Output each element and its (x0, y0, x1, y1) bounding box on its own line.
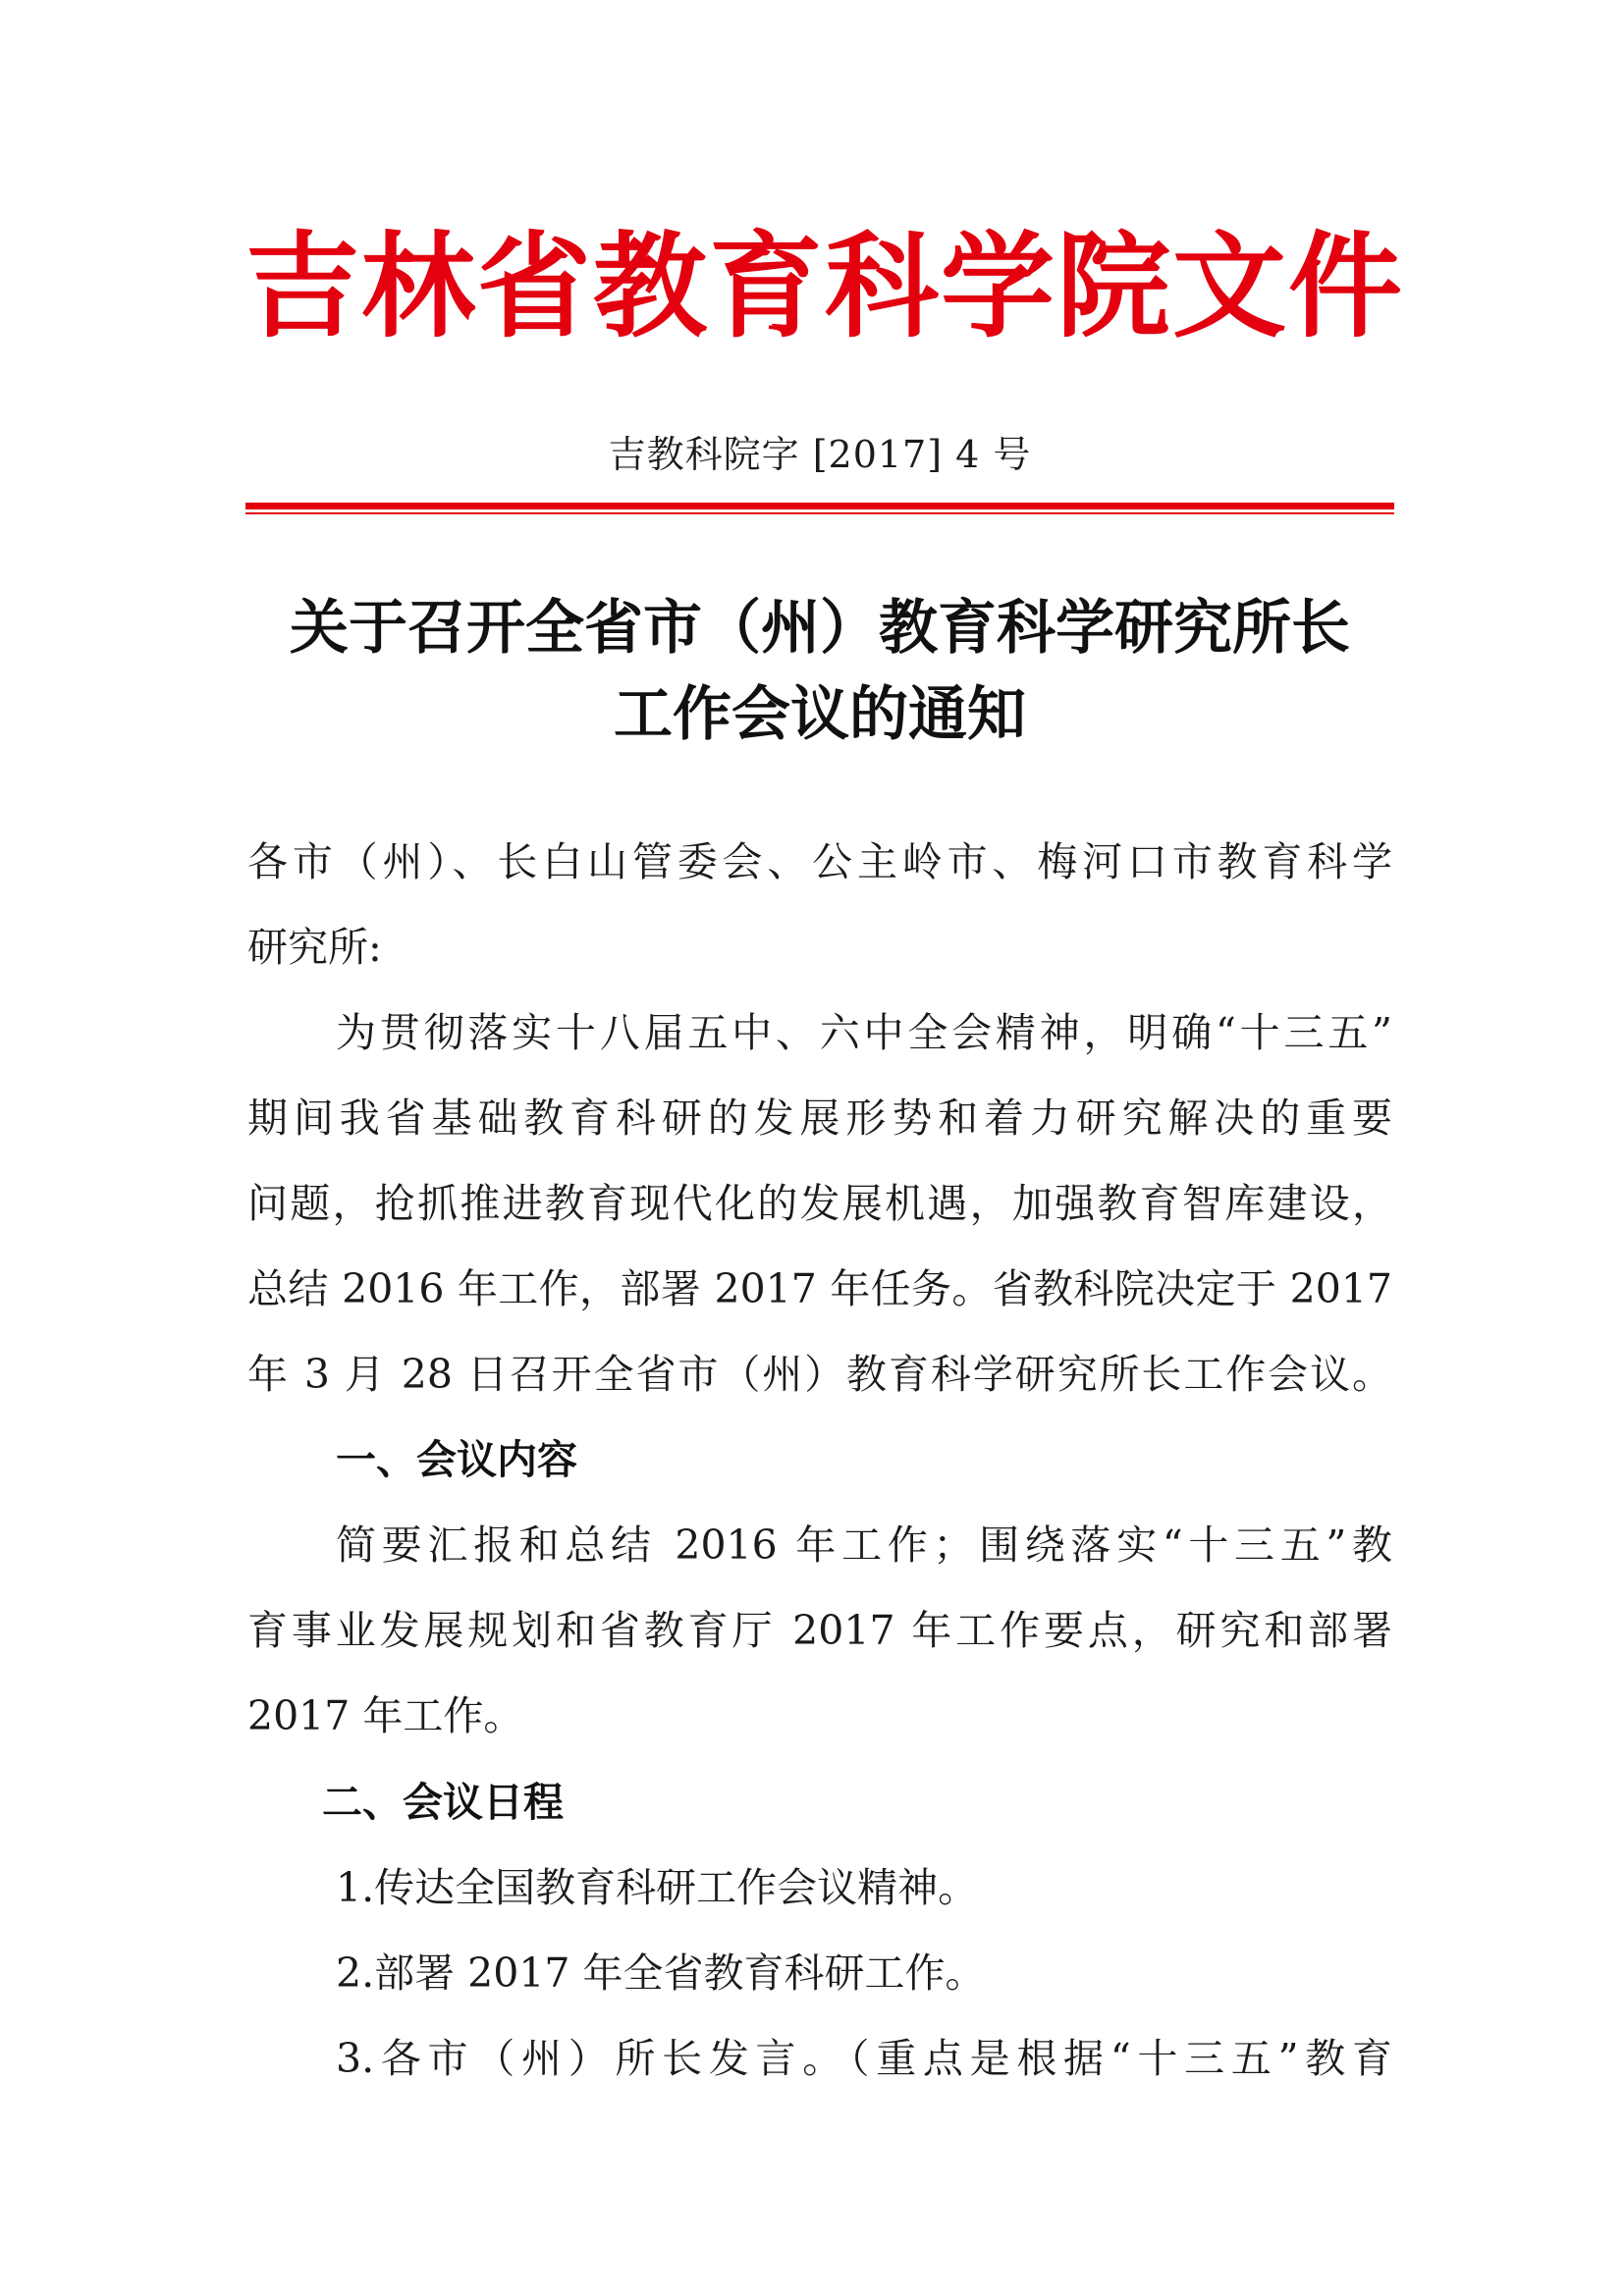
section1-line-3: 2017 年工作。 (247, 1692, 524, 1739)
intro-line-2: 期间我省基础教育科研的发展形势和着力研究解决的重要 (247, 1095, 1392, 1142)
intro-line-3: 问题，抢抓推进教育现代化的发展机遇，加强教育智库建设， (247, 1180, 1392, 1227)
red-header-rule-thin (245, 512, 1394, 514)
document-number: 吉教科院字 [2017] 4 号 (608, 433, 1032, 476)
schedule-item: 2.部署 2017 年全省教育科研工作。 (336, 1949, 986, 1997)
notice-title-line-1: 关于召开全省市（州）教育科学研究所长 (290, 594, 1350, 663)
addressee-line-2: 研究所: (247, 924, 382, 971)
addressee-line-1: 各市（州）、长白山管委会、公主岭市、梅河口市教育科学 (247, 838, 1392, 885)
red-header-rule (245, 503, 1394, 509)
section1-line-1: 简要汇报和总结 2016 年工作；围绕落实“十三五”教 (336, 1522, 1392, 1569)
intro-line-1: 为贯彻落实十八届五中、六中全会精神，明确“十三五” (336, 1009, 1392, 1056)
notice-title-line-2: 工作会议的通知 (614, 680, 1026, 749)
document-masthead: 吉林省教育科学院文件 (245, 221, 1404, 353)
schedule-item: 3.各市（州）所长发言。（重点是根据“十三五”教育 (336, 2035, 1392, 2082)
schedule-item: 1.传达全国教育科研工作会议精神。 (336, 1864, 979, 1911)
intro-line-4: 总结 2016 年工作，部署 2017 年任务。省教科院决定于 2017 (247, 1265, 1392, 1312)
section-heading-meeting-schedule: 二、会议日程 (322, 1779, 564, 1826)
intro-line-5: 年 3 月 28 日召开全省市（州）教育科学研究所长工作会议。 (247, 1351, 1392, 1398)
section1-line-2: 育事业发展规划和省教育厅 2017 年工作要点，研究和部署 (247, 1607, 1392, 1654)
section-heading-meeting-content: 一、会议内容 (336, 1436, 577, 1483)
